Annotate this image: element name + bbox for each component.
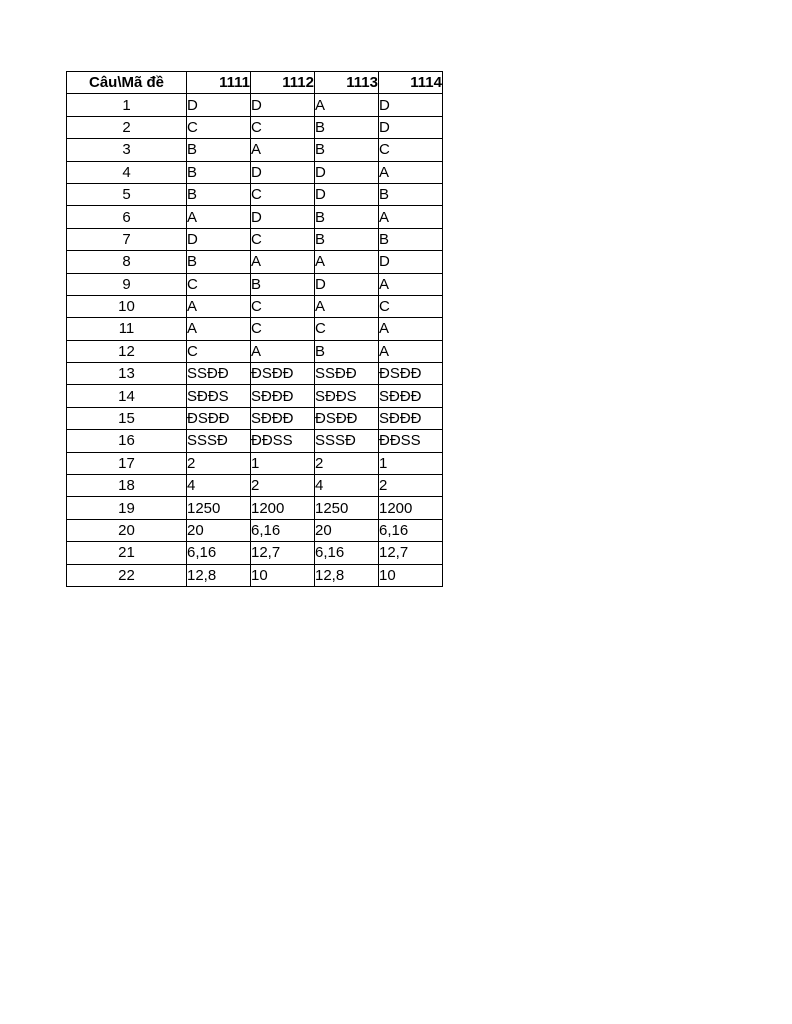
answer-cell: 12,7: [379, 542, 443, 564]
table-row: [67, 228, 443, 250]
table-row: [67, 452, 443, 474]
table-row: [67, 407, 443, 429]
question-number-cell: 5: [67, 183, 187, 205]
answer-cell: D: [315, 273, 379, 295]
answer-cell: C: [251, 116, 315, 138]
answer-cell: ĐSĐĐ: [379, 363, 443, 385]
answer-cell: A: [187, 295, 251, 317]
question-number-cell: 22: [67, 564, 187, 586]
table-row: [67, 497, 443, 519]
table-row: [67, 385, 443, 407]
table-row: [67, 363, 443, 385]
answer-cell: A: [379, 318, 443, 340]
answer-cell: A: [315, 295, 379, 317]
question-number-cell: 16: [67, 430, 187, 452]
answer-cell: 20: [315, 519, 379, 541]
answer-cell: SĐĐĐ: [251, 407, 315, 429]
question-number-cell: 21: [67, 542, 187, 564]
answer-cell: SĐĐĐ: [379, 407, 443, 429]
answer-cell: B: [187, 161, 251, 183]
answer-cell: 2: [315, 452, 379, 474]
answer-cell: C: [187, 273, 251, 295]
answer-cell: 1250: [315, 497, 379, 519]
answer-cell: ĐĐSS: [251, 430, 315, 452]
answer-cell: D: [187, 228, 251, 250]
answer-cell: ĐSĐĐ: [251, 363, 315, 385]
answer-cell: B: [251, 273, 315, 295]
answer-cell: D: [379, 94, 443, 116]
answer-cell: C: [251, 228, 315, 250]
answer-cell: 10: [379, 564, 443, 586]
header-cell-code-1111: 1111: [187, 72, 251, 94]
question-number-cell: 7: [67, 228, 187, 250]
answer-cell: C: [251, 183, 315, 205]
question-number-cell: 17: [67, 452, 187, 474]
answer-cell: 2: [379, 475, 443, 497]
answer-cell: 1200: [251, 497, 315, 519]
answer-cell: SSSĐ: [187, 430, 251, 452]
question-number-cell: 15: [67, 407, 187, 429]
answer-cell: D: [251, 94, 315, 116]
answer-cell: D: [315, 183, 379, 205]
answer-cell: 12,8: [187, 564, 251, 586]
question-number-cell: 13: [67, 363, 187, 385]
answer-cell: B: [379, 183, 443, 205]
answer-cell: 12,7: [251, 542, 315, 564]
question-number-cell: 8: [67, 251, 187, 273]
answer-cell: 6,16: [251, 519, 315, 541]
answer-cell: 2: [251, 475, 315, 497]
answer-cell: C: [379, 139, 443, 161]
answer-cell: B: [187, 139, 251, 161]
answer-cell: B: [315, 139, 379, 161]
answer-cell: 12,8: [315, 564, 379, 586]
answer-cell: A: [187, 206, 251, 228]
question-number-cell: 1: [67, 94, 187, 116]
question-number-cell: 14: [67, 385, 187, 407]
question-number-cell: 12: [67, 340, 187, 362]
answer-cell: SĐĐS: [315, 385, 379, 407]
table-row: [67, 542, 443, 564]
answer-cell: 4: [187, 475, 251, 497]
answer-cell: 4: [315, 475, 379, 497]
answer-cell: B: [315, 206, 379, 228]
header-cell-code-1112: 1112: [251, 72, 315, 94]
answer-cell: 1200: [379, 497, 443, 519]
answer-cell: C: [315, 318, 379, 340]
answer-cell: ĐSĐĐ: [187, 407, 251, 429]
answer-cell: D: [379, 251, 443, 273]
header-cell-code-1114: 1114: [379, 72, 443, 94]
table-row: [67, 519, 443, 541]
answer-cell: SSĐĐ: [315, 363, 379, 385]
answer-cell: SSSĐ: [315, 430, 379, 452]
question-number-cell: 11: [67, 318, 187, 340]
answer-cell: D: [187, 94, 251, 116]
answer-cell: C: [187, 116, 251, 138]
table-row: [67, 94, 443, 116]
answer-cell: B: [315, 228, 379, 250]
answer-cell: SĐĐS: [187, 385, 251, 407]
question-number-cell: 20: [67, 519, 187, 541]
answer-cell: C: [379, 295, 443, 317]
table-row: [67, 273, 443, 295]
table-row: [67, 318, 443, 340]
answer-cell: C: [187, 340, 251, 362]
table-row: [67, 340, 443, 362]
table-row: [67, 139, 443, 161]
answer-cell: C: [251, 295, 315, 317]
answer-cell: SĐĐĐ: [379, 385, 443, 407]
answer-cell: SSĐĐ: [187, 363, 251, 385]
question-number-cell: 6: [67, 206, 187, 228]
answer-cell: 1: [251, 452, 315, 474]
header-cell-code-1113: 1113: [315, 72, 379, 94]
question-number-cell: 4: [67, 161, 187, 183]
table-row: [67, 564, 443, 586]
answer-cell: B: [315, 116, 379, 138]
answer-cell: A: [251, 251, 315, 273]
table-row: [67, 475, 443, 497]
answer-cell: A: [379, 340, 443, 362]
answer-cell: SĐĐĐ: [251, 385, 315, 407]
answer-cell: A: [187, 318, 251, 340]
answer-cell: 20: [187, 519, 251, 541]
answer-cell: 6,16: [379, 519, 443, 541]
answer-cell: A: [315, 94, 379, 116]
question-number-cell: 18: [67, 475, 187, 497]
answer-cell: D: [251, 206, 315, 228]
header-cell-question: Câu\Mã đề: [67, 72, 187, 94]
answer-cell: B: [379, 228, 443, 250]
header-row: [67, 72, 443, 94]
question-number-cell: 3: [67, 139, 187, 161]
table-row: [67, 206, 443, 228]
answer-cell: B: [187, 251, 251, 273]
table-row: [67, 251, 443, 273]
answer-cell: ĐĐSS: [379, 430, 443, 452]
answer-cell: D: [251, 161, 315, 183]
table-row: [67, 161, 443, 183]
answer-cell: B: [315, 340, 379, 362]
answer-cell: 2: [187, 452, 251, 474]
answer-cell: D: [379, 116, 443, 138]
answer-cell: 1: [379, 452, 443, 474]
answer-cell: 6,16: [315, 542, 379, 564]
question-number-cell: 9: [67, 273, 187, 295]
answer-key-table: [66, 71, 443, 587]
table-row: [67, 116, 443, 138]
question-number-cell: 10: [67, 295, 187, 317]
answer-cell: A: [251, 340, 315, 362]
answer-cell: A: [315, 251, 379, 273]
answer-key-body: [67, 94, 443, 587]
answer-cell: 1250: [187, 497, 251, 519]
answer-cell: ĐSĐĐ: [315, 407, 379, 429]
table-row: [67, 183, 443, 205]
answer-cell: A: [379, 273, 443, 295]
answer-cell: D: [315, 161, 379, 183]
answer-cell: 10: [251, 564, 315, 586]
question-number-cell: 2: [67, 116, 187, 138]
answer-cell: A: [379, 161, 443, 183]
question-number-cell: 19: [67, 497, 187, 519]
answer-cell: A: [251, 139, 315, 161]
table-row: [67, 430, 443, 452]
answer-cell: A: [379, 206, 443, 228]
answer-cell: 6,16: [187, 542, 251, 564]
answer-cell: C: [251, 318, 315, 340]
table-row: [67, 295, 443, 317]
answer-cell: B: [187, 183, 251, 205]
